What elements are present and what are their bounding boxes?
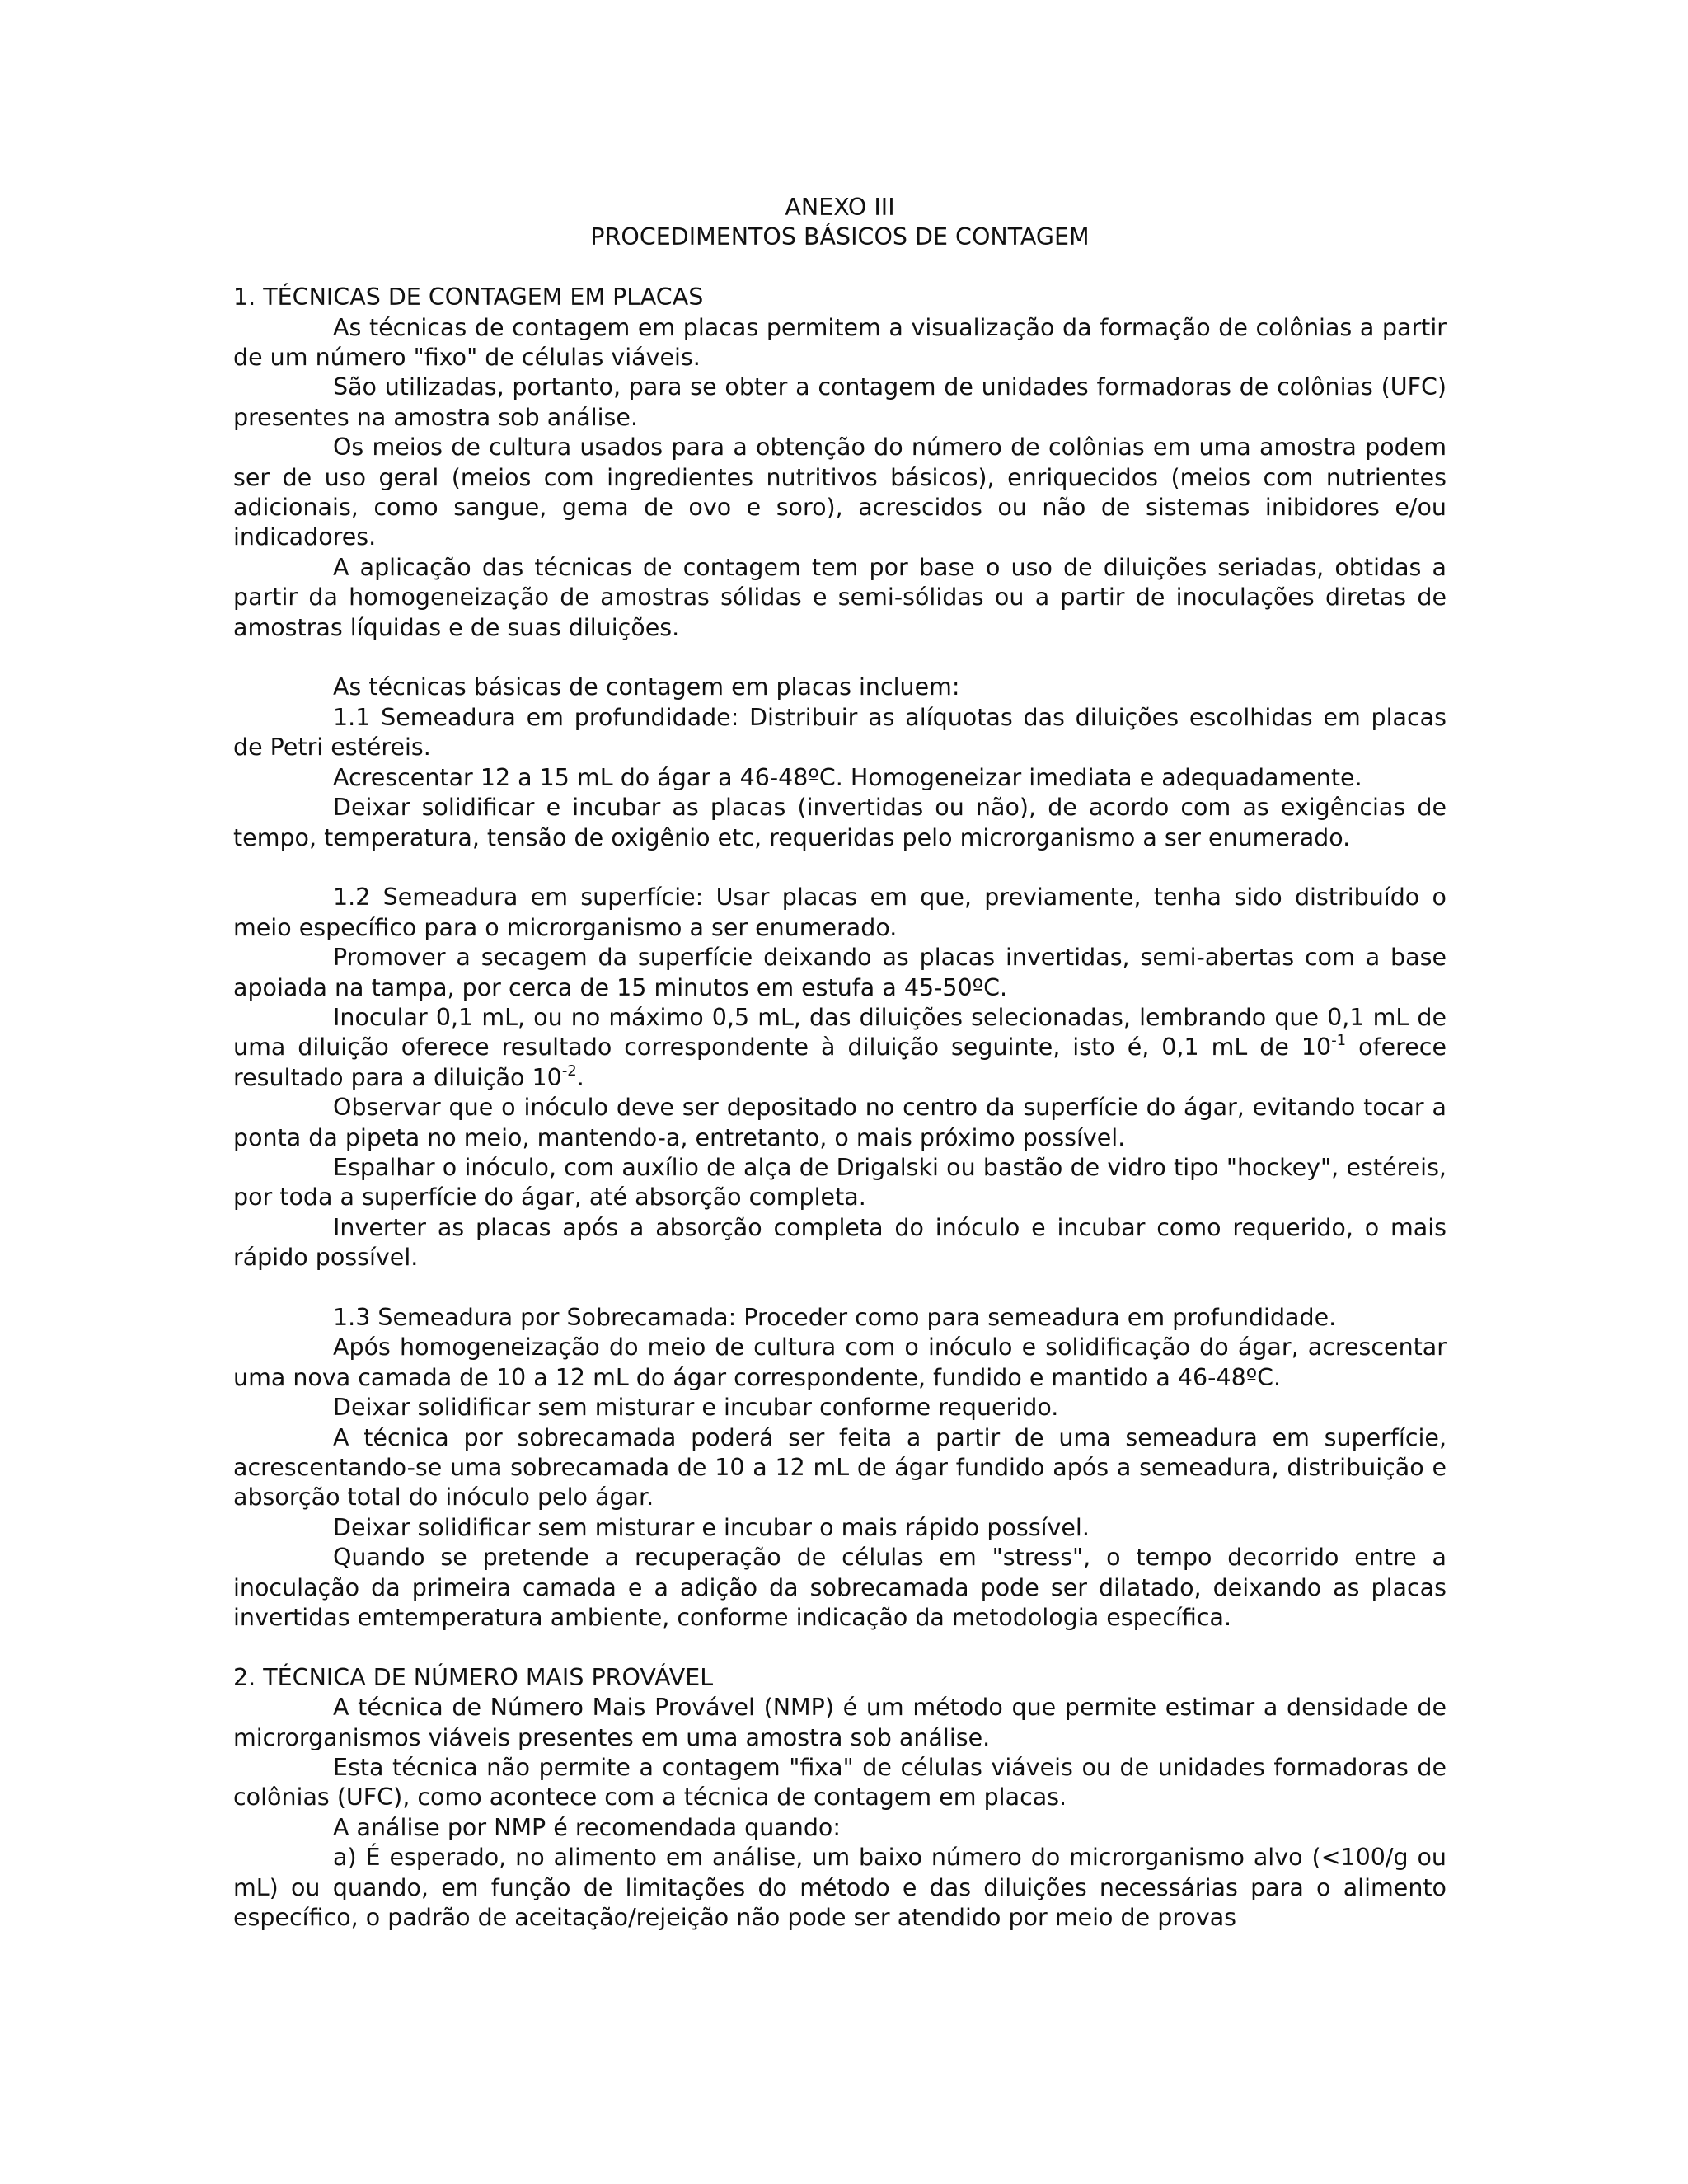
paragraph: Quando se pretende a recuperação de células em "stress", o tempo decorrido entre a inoculação da primeira camada e a adição da sobrecamada pode ser dilatado, deixando as placas invertidas emtemperatura ambiente, conforme indicação da metodologia específica.: [233, 1544, 1447, 1632]
document-title: PROCEDIMENTOS BÁSICOS DE CONTAGEM: [590, 223, 1090, 251]
section-2-heading: 2. TÉCNICA DE NÚMERO MAIS PROVÁVEL: [233, 1663, 714, 1691]
paragraph: Os meios de cultura usados para a obtenção do número de colônias em uma amostra podem ser de uso geral (meios com ingredientes nutritivos básicos), enriquecidos (meios com nutrientes adicionais, como sangue, gema de ovo e soro), acrescidos ou não de sistemas inibidores e/ou indicadores.: [233, 434, 1447, 551]
section-1-heading: 1. TÉCNICAS DE CONTAGEM EM PLACAS: [233, 284, 704, 312]
paragraph: Deixar solidificar sem misturar e incubar conforme requerido.: [333, 1394, 1059, 1422]
paragraph: Promover a secagem da superfície deixando as placas invertidas, semi-abertas com a base apoiada na tampa, por cerca de 15 minutos em estufa a 45-50ºC.: [233, 944, 1447, 1001]
paragraph: Deixar solidificar sem misturar e incubar o mais rápido possível.: [333, 1513, 1090, 1541]
document-body: [233, 193, 1447, 1933]
paragraph: São utilizadas, portanto, para se obter a contagem de unidades formadoras de colônias (UFC) presentes na amostra sob análise.: [233, 373, 1447, 431]
paragraph: Deixar solidificar e incubar as placas (invertidas ou não), de acordo com as exigências de tempo, temperatura, tensão de oxigênio etc, requeridas pelo microrganismo a ser enumerado.: [233, 794, 1447, 851]
spacer: [233, 853, 1447, 883]
paragraph: Espalhar o inóculo, com auxílio de alça de Drigalski ou bastão de vidro tipo "hockey", estéreis, por toda a superfície do ágar, até absorção completa.: [233, 1153, 1447, 1212]
text-run: .: [576, 1063, 584, 1091]
paragraph: a) É esperado, no alimento em análise, um baixo número do microrganismo alvo (<100/g ou mL) ou quando, em função de limitações do método e das diluições necessárias para o alimento específico, o padrão de aceitação/rejeição não pode ser atendido por meio de provas: [233, 1844, 1447, 1932]
subsection-1-2-paragraph: 1.2 Semeadura em superfície: Usar placas em que, previamente, tenha sido distribuído o meio específico para o microrganismo a ser enumerado.: [233, 883, 1447, 941]
paragraph: A aplicação das técnicas de contagem tem por base o uso de diluições seriadas, obtidas a partir da homogeneização de amostras sólidas e semi-sólidas ou a partir de inoculações diretas de amostras líquidas e de suas diluições.: [233, 553, 1447, 641]
paragraph: A análise por NMP é recomendada quando:: [333, 1813, 841, 1841]
spacer: [233, 253, 1447, 283]
paragraph: Esta técnica não permite a contagem "fixa" de células viáveis ou de unidades formadoras de colônias (UFC), como acontece com a técnica de contagem em placas.: [233, 1754, 1447, 1811]
paragraph-with-exponents: [233, 1003, 1447, 1093]
subsection-1-1-paragraph: 1.1 Semeadura em profundidade: Distribuir as alíquotas das diluições escolhidas em placas de Petri estéreis.: [233, 703, 1447, 762]
paragraph: A técnica de Número Mais Provável (NMP) é um método que permite estimar a densidade de microrganismos viáveis presentes em uma amostra sob análise.: [233, 1694, 1447, 1751]
text-run: Inocular 0,1 mL, ou no máximo 0,5 mL, das diluições selecionadas, lembrando que 0,1 mL de uma diluição oferece resultado correspondente à diluição seguinte, isto é, 0,1 mL de 10: [233, 1003, 1447, 1062]
paragraph: Observar que o inóculo deve ser depositado no centro da superfície do ágar, evitando tocar a ponta da pipeta no meio, mantendo-a, entretanto, o mais próximo possível.: [233, 1094, 1447, 1151]
text-run: oferece resultado para a diluição 10: [233, 1033, 1447, 1091]
exponent: -2: [561, 1062, 577, 1080]
spacer: [233, 1633, 1447, 1662]
subsection-1-3-paragraph: 1.3 Semeadura por Sobrecamada: Proceder como para semeadura em profundidade.: [333, 1303, 1337, 1331]
paragraph: Inverter as placas após a absorção completa do inóculo e incubar como requerido, o mais rápido possível.: [233, 1213, 1447, 1272]
spacer: [233, 643, 1447, 673]
annex-label: ANEXO III: [785, 194, 895, 221]
exponent: -1: [1331, 1032, 1347, 1050]
paragraph: Acrescentar 12 a 15 mL do ágar a 46-48ºC. Homogeneizar imediata e adequadamente.: [333, 763, 1362, 791]
paragraph: A técnica por sobrecamada poderá ser feita a partir de uma semeadura em superfície, acrescentando-se uma sobrecamada de 10 a 12 mL de ágar fundido após a semeadura, distribuição e absorção total do inóculo pelo ágar.: [233, 1423, 1447, 1511]
paragraph: As técnicas básicas de contagem em placas incluem:: [333, 673, 960, 701]
spacer: [233, 1273, 1447, 1303]
paragraph: As técnicas de contagem em placas permitem a visualização da formação de colônias a partir de um número "fixo" de células viáveis.: [233, 313, 1447, 372]
paragraph: Após homogeneização do meio de cultura com o inóculo e solidificação do ágar, acrescentar uma nova camada de 10 a 12 mL do ágar correspondente, fundido e mantido a 46-48ºC.: [233, 1333, 1447, 1391]
